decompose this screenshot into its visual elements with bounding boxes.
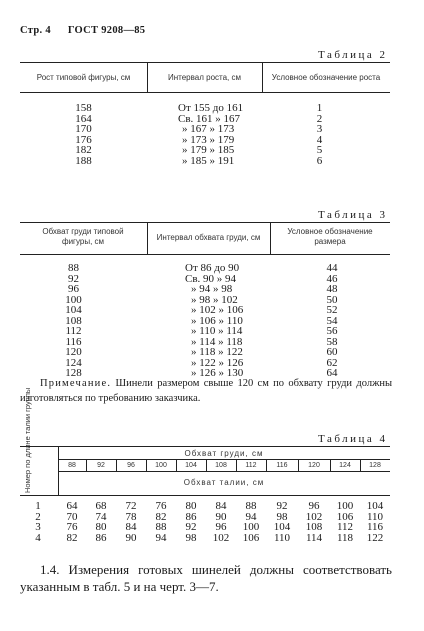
table-cell: 86 — [95, 531, 107, 544]
table4-group-column — [24, 501, 52, 543]
table-cell: 1 — [316, 102, 323, 114]
table-cell: 64 — [66, 500, 78, 512]
table4-chest-header: Обхват груди, см — [184, 449, 264, 458]
table-cell: 70 — [66, 510, 78, 523]
table4-chest-value: 124 — [339, 462, 351, 469]
table-cell: 84 — [215, 500, 227, 512]
table-cell: 4 — [316, 133, 323, 146]
table-cell: 170 — [75, 123, 92, 135]
table4-chest-value: 108 — [215, 462, 227, 469]
table-cell: 112 — [336, 521, 354, 533]
table-cell: 96 — [215, 521, 227, 533]
table3-chest-column — [20, 263, 127, 379]
table-cell: 3 — [316, 123, 323, 135]
table-cell: 88 — [245, 500, 257, 512]
table4-waist-header: Обхват талии, см — [183, 478, 265, 487]
table-cell: 98 — [276, 510, 288, 523]
table4-waist-column — [146, 501, 176, 543]
table-cell: 52 — [326, 304, 338, 316]
table-cell: » 114 » 118 — [191, 335, 243, 348]
note-text: Шинели размером свыше 120 см по обхвату груди должны изготовляться по требованию заказчика. — [20, 378, 393, 404]
table-cell: 90 — [215, 510, 227, 523]
table-cell: 98 — [185, 531, 197, 544]
table-cell: 60 — [326, 346, 338, 358]
table-cell: 50 — [326, 293, 338, 306]
table-cell: 82 — [155, 510, 167, 523]
table2-interval-column — [178, 103, 268, 166]
table4-waist-column — [298, 501, 330, 543]
table-cell: 62 — [326, 356, 338, 369]
table-cell: 94 — [245, 510, 257, 523]
table4-waist-column — [116, 501, 146, 543]
table3-header-code: Условное обозначение размера — [287, 227, 373, 246]
table-cell: 120 — [65, 346, 82, 358]
table-cell: 76 — [66, 521, 78, 533]
table-cell: 6 — [316, 154, 323, 167]
table-cell: 64 — [326, 367, 338, 379]
table4-waist-column — [266, 501, 298, 543]
table-cell: 106 — [242, 531, 260, 544]
table-cell: 72 — [125, 500, 137, 512]
table-cell: 88 — [68, 262, 79, 274]
page-header — [20, 25, 145, 36]
table-cell: Св. 90 » 94 — [185, 272, 237, 285]
table2-caption: Таблица 2 — [318, 49, 388, 61]
table-cell: 108 — [65, 314, 82, 327]
table-cell: 102 — [212, 531, 230, 544]
table2-header-code: Условное обозначение роста — [271, 73, 381, 82]
table-cell: 88 — [155, 521, 167, 533]
table3-header-rule — [20, 254, 390, 255]
table4-waist-column — [58, 501, 86, 543]
table4-row-header: Номер по длине талии группы — [23, 387, 32, 493]
table4-caption: Таблица 4 — [318, 433, 388, 445]
table-cell: 110 — [273, 531, 291, 544]
table-cell: 92 — [68, 272, 79, 285]
table4-waist-column — [206, 501, 236, 543]
table-cell: 104 — [366, 500, 384, 512]
table-cell: 84 — [125, 521, 137, 533]
table3-header-chest: Обхват груди типовой фигуры, см — [42, 227, 124, 246]
table-cell: » 94 » 98 — [191, 283, 233, 295]
table4-chest-value: 100 — [155, 462, 167, 469]
table4-chest-value: 88 — [68, 462, 76, 469]
table-cell: 188 — [75, 154, 92, 167]
table2-code-column — [262, 103, 377, 166]
table-cell: 58 — [326, 335, 338, 348]
table-cell: 110 — [366, 510, 384, 523]
table4-chest-value: 116 — [276, 462, 288, 469]
table-cell: 122 — [366, 531, 384, 544]
table-cell: 78 — [125, 510, 137, 523]
table2-header-rule — [20, 92, 390, 93]
table3-caption: Таблица 3 — [318, 209, 388, 221]
table-cell: 80 — [95, 521, 107, 533]
table-cell: 96 — [68, 283, 79, 295]
table4-chest-value: 128 — [369, 462, 381, 469]
table-cell: 90 — [125, 531, 137, 544]
table-cell: 102 — [305, 510, 323, 523]
table4-chest-value: 92 — [97, 462, 105, 469]
table4-waist-column — [360, 501, 390, 543]
table2-height-column — [20, 103, 147, 166]
table-cell: 68 — [95, 500, 107, 512]
table-cell: 108 — [305, 521, 323, 533]
note-label: Примечание. — [40, 378, 112, 389]
table4-chest-value: 104 — [185, 462, 197, 469]
table-cell: » 98 » 102 — [191, 293, 238, 306]
table-cell: 96 — [308, 500, 320, 512]
table-cell: 124 — [65, 356, 82, 369]
table-cell: 74 — [95, 510, 107, 523]
clause-1-4: 1.4. Измерения готовых шинелей должны соответствовать указанным в табл. 5 и на черт. 3—7. — [20, 562, 392, 594]
table-cell: 116 — [366, 521, 384, 533]
table-cell: 176 — [75, 133, 92, 146]
table4-chest-value: 96 — [127, 462, 135, 469]
table-cell: » 167 » 173 — [182, 123, 235, 135]
table-cell: 46 — [326, 272, 338, 285]
table-cell: 182 — [75, 144, 92, 156]
table4-waist-column — [176, 501, 206, 543]
table-cell: Св. 161 » 167 — [178, 112, 241, 125]
table-cell: » 185 » 191 — [182, 154, 235, 167]
table2-header-height: Рост типовой фигуры, см — [36, 73, 131, 82]
note-paragraph — [20, 376, 392, 406]
table-cell: » 122 » 126 — [191, 356, 244, 369]
table-cell: 1 — [35, 500, 41, 512]
table4-values-rule — [58, 471, 390, 472]
table3-top-rule — [20, 222, 390, 223]
table-cell: » 173 » 179 — [182, 133, 235, 146]
table3-divider-2 — [270, 222, 271, 254]
table-cell: 2 — [316, 112, 323, 125]
table4-waist-column — [330, 501, 360, 543]
table4-waist-column — [86, 501, 116, 543]
table2-top-rule — [20, 62, 390, 63]
standard-code: ГОСТ 9208—85 — [67, 25, 146, 36]
table-cell: 86 — [185, 510, 197, 523]
table4-chest-value: 120 — [308, 462, 320, 469]
table-cell: 2 — [35, 510, 41, 523]
table-cell: 100 — [336, 500, 354, 512]
table-cell: От 86 до 90 — [185, 262, 240, 274]
table-cell: 100 — [65, 293, 82, 306]
table4-top-rule — [20, 446, 390, 447]
table-cell: 44 — [326, 262, 338, 274]
table4-waist-column — [236, 501, 266, 543]
table-cell: 82 — [66, 531, 78, 544]
table-cell: 5 — [316, 144, 323, 156]
table4-chest-value: 112 — [245, 462, 257, 469]
table-cell: От 155 до 161 — [178, 102, 244, 114]
table-cell: 76 — [155, 500, 167, 512]
table-cell: 116 — [65, 335, 82, 348]
table3-header-interval: Интервал обхвата груди, см — [156, 233, 261, 242]
table2-header-interval: Интервал роста, см — [167, 73, 241, 82]
table-cell: » 118 » 122 — [191, 346, 243, 358]
table-cell: 92 — [276, 500, 288, 512]
table4-header-rule — [20, 495, 390, 496]
table-cell: 118 — [336, 531, 354, 544]
table-cell: 104 — [273, 521, 291, 533]
table-cell: 158 — [75, 102, 92, 114]
table-cell: 80 — [185, 500, 197, 512]
page-number: Стр. 4 — [20, 25, 51, 36]
table-cell: 100 — [242, 521, 260, 533]
table-cell: » 179 » 185 — [182, 144, 235, 156]
table-cell: 94 — [155, 531, 167, 544]
table3-interval-column — [185, 263, 275, 379]
table-cell: 106 — [336, 510, 354, 523]
table-cell: 92 — [185, 521, 197, 533]
table3-code-column — [290, 263, 374, 379]
table4-chest-rule — [58, 459, 390, 460]
table-cell: 104 — [65, 304, 82, 316]
table-cell: » 106 » 110 — [191, 314, 243, 327]
table-cell: » 126 » 130 — [191, 367, 244, 379]
table-cell: 3 — [35, 521, 41, 533]
table-cell: 164 — [75, 112, 92, 125]
table-cell: » 110 » 114 — [191, 325, 243, 337]
table-cell: 56 — [326, 325, 338, 337]
table-cell: 112 — [65, 325, 82, 337]
table-cell: » 102 » 106 — [191, 304, 244, 316]
table-cell: 4 — [35, 531, 41, 544]
table-cell: 128 — [65, 367, 82, 379]
table-cell: 54 — [326, 314, 338, 327]
table-cell: 114 — [305, 531, 323, 544]
table-cell: 48 — [326, 283, 338, 295]
